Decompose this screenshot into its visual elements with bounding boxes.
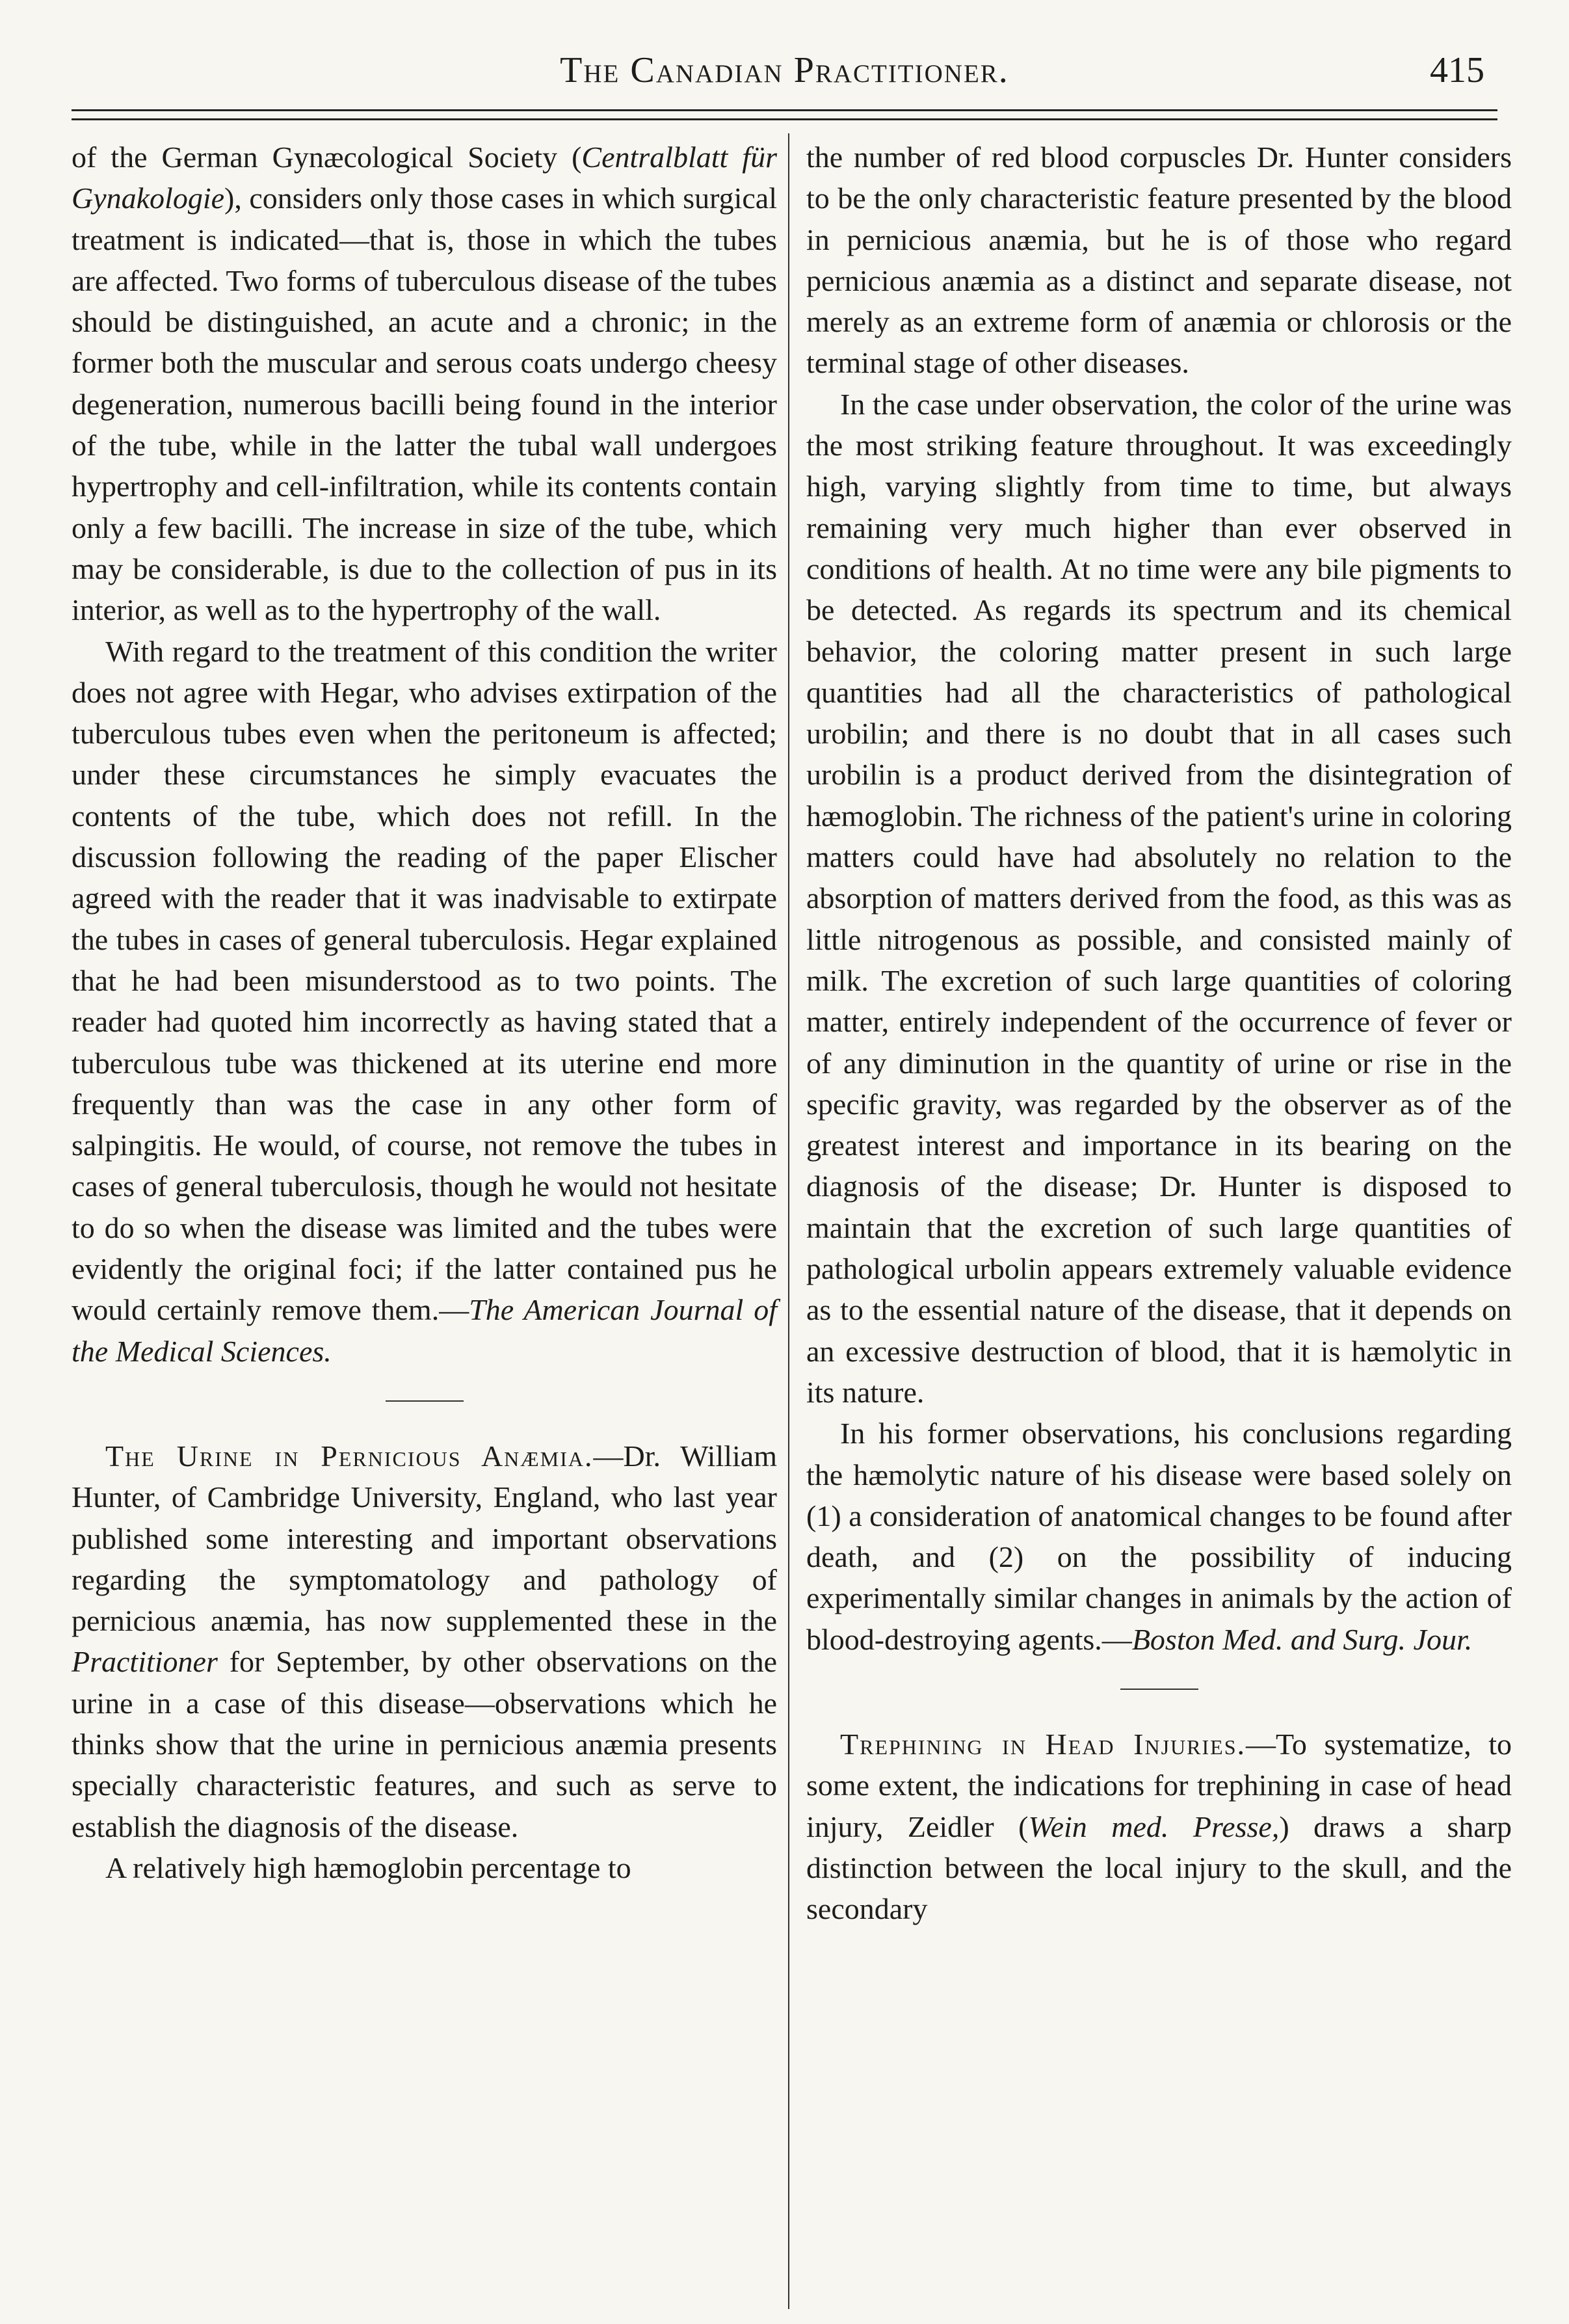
- article-heading: The Urine in Pernicious Anæmia.: [105, 1439, 594, 1473]
- paragraph-haemoglobin: [72, 1847, 777, 1888]
- left-column: [72, 137, 777, 1888]
- paragraph-urine-pernicious-anaemia: [72, 1436, 777, 1847]
- paragraph-gynaecological-society: [72, 137, 777, 631]
- section-separator: [386, 1400, 464, 1402]
- right-column: [806, 137, 1512, 1929]
- text-segment: for September, by other observations on the urine in a case of this disease—observations which he thinks show that the urine in pernicious anæmia presents specially characteristic features, and such as serve to establish the diagnosis of the disease.: [72, 1645, 777, 1843]
- journal-citation: Wein med. Presse,: [1028, 1810, 1280, 1843]
- text-segment: A relatively high hæmoglobin percentage to: [105, 1850, 631, 1884]
- text-segment: —Dr. William Hunter, of Cambridge University, England, who last year published some interesting and important observations regarding the symptomatology and pathology of pernicious anæmia, has now supplemented these in the: [72, 1439, 777, 1638]
- text-segment: With regard to the treatment of this condition the writer does not agree with Hegar, who advises extirpation of the tuberculous tubes even when the peritoneum is affected; under these circumstances he simply evacuates the contents of the tube, which does not refill. In the discussion following the reading of the paper Elischer agreed with the reader that it was inadvisable to extirpate the tubes in cases of general tuberculosis. Hegar explained that he had been misunderstood as to two points. The reader had quoted him incorrectly as having stated that a tuberculous tube was thickened at its uterine end more frequently than was the case in any other form of salpingitis. He would, of course, not remove the tubes in cases of general tuberculosis, though he would not hesitate to do so when the disease was limited and the tubes were evidently the original foci; if the latter contained pus he would certainly remove them.—: [72, 634, 777, 1327]
- text-segment: —To systematize, to some extent, the indications for trephining in case of head injury, Zeidler (: [806, 1727, 1512, 1843]
- page-number: 415: [1430, 50, 1484, 90]
- journal-citation: Boston Med. and Surg. Jour.: [1131, 1622, 1473, 1656]
- header-rule-bottom: [72, 118, 1497, 120]
- paragraph-trephining: [806, 1724, 1512, 1929]
- text-segment: In the case under observation, the color of the urine was the most striking feature throughout. It was exceedingly high, varying slightly from time to time, but always remaining very much higher than ever observed in conditions of health. At no time were any bile pigments to be detected. As regards its spectrum and its chemical behavior, the coloring matter present in such large quantities had all the characteristics of pathological urobilin; and there is no doubt that in all cases such urobilin is a product derived from the disintegration of hæmoglobin. The richness of the patient's urine in coloring matters could have had absolutely no relation to the absorption of matters derived from the food, as this was as little nitrogenous as possible, and consisted mainly of milk. The excretion of such large quantities of coloring matter, entirely independent of the occurrence of fever or of any diminution in the quantity of urine or rise in the specific gravity, was regarded by the observer as of the greatest interest and importance in its bearing on the diagnosis of the disease; Dr. Hunter is disposed to maintain that the excretion of such large quantities of pathological urbolin appears extremely valuable evidence as to the essential nature of the disease, that it depends on an excessive destruction of blood, that it is hæmolytic in its nature.: [806, 387, 1512, 1409]
- text-segment: ), considers only those cases in which surgical treatment is indicated—that is, those in which the tubes are affected. Two forms of tuberculous disease of the tubes should be distinguished, an acute and a chronic; in the former both the muscular and serous coats undergo cheesy degeneration, numerous bacilli being found in the interior of the tube, while in the latter the tubal wall undergoes hypertrophy and cell-infiltration, while its contents contain only a few bacilli. The increase in size of the tube, which may be considerable, is due to the collection of pus in its interior, as well as to the hypertrophy of the wall.: [72, 181, 777, 627]
- text-segment: ) draws a sharp distinction between the local injury to the skull, and the secondary: [806, 1810, 1512, 1926]
- journal-citation: Practitioner: [72, 1645, 218, 1679]
- text-segment: In his former observations, his conclusions regarding the hæmolytic nature of his disease were based solely on (1) a consideration of anatomical changes to be found after death, and (2) on the possibility of inducing experimentally similar changes in animals by the action of blood-destroying agents.—: [806, 1417, 1512, 1656]
- journal-citation: The American Journal of the Medical Sciences.: [72, 1293, 777, 1368]
- article-heading: Trephining in Head Injuries.: [840, 1727, 1246, 1761]
- header-rule-top: [72, 109, 1497, 111]
- column-divider: [788, 133, 789, 2309]
- paragraph-red-corpuscles: [806, 137, 1512, 384]
- paragraph-former-observations: [806, 1413, 1512, 1660]
- text-segment: the number of red blood corpuscles Dr. Hunter considers to be the only characteristic feature presented by the blood in pernicious anæmia, but he is of those who regard pernicious anæmia as a distinct and separate disease, not merely as an extreme form of anæmia or chlorosis or the terminal stage of other diseases.: [806, 140, 1512, 380]
- section-separator: [1120, 1689, 1198, 1690]
- running-head: [72, 38, 1497, 103]
- running-title: The Canadian Practitioner.: [560, 50, 1009, 90]
- text-segment: of the German Gynæcological Society (: [72, 140, 582, 174]
- paragraph-case-observation: [806, 384, 1512, 1413]
- journal-citation: Centralblatt für Gynakologie: [72, 140, 777, 215]
- paragraph-treatment: [72, 631, 777, 1372]
